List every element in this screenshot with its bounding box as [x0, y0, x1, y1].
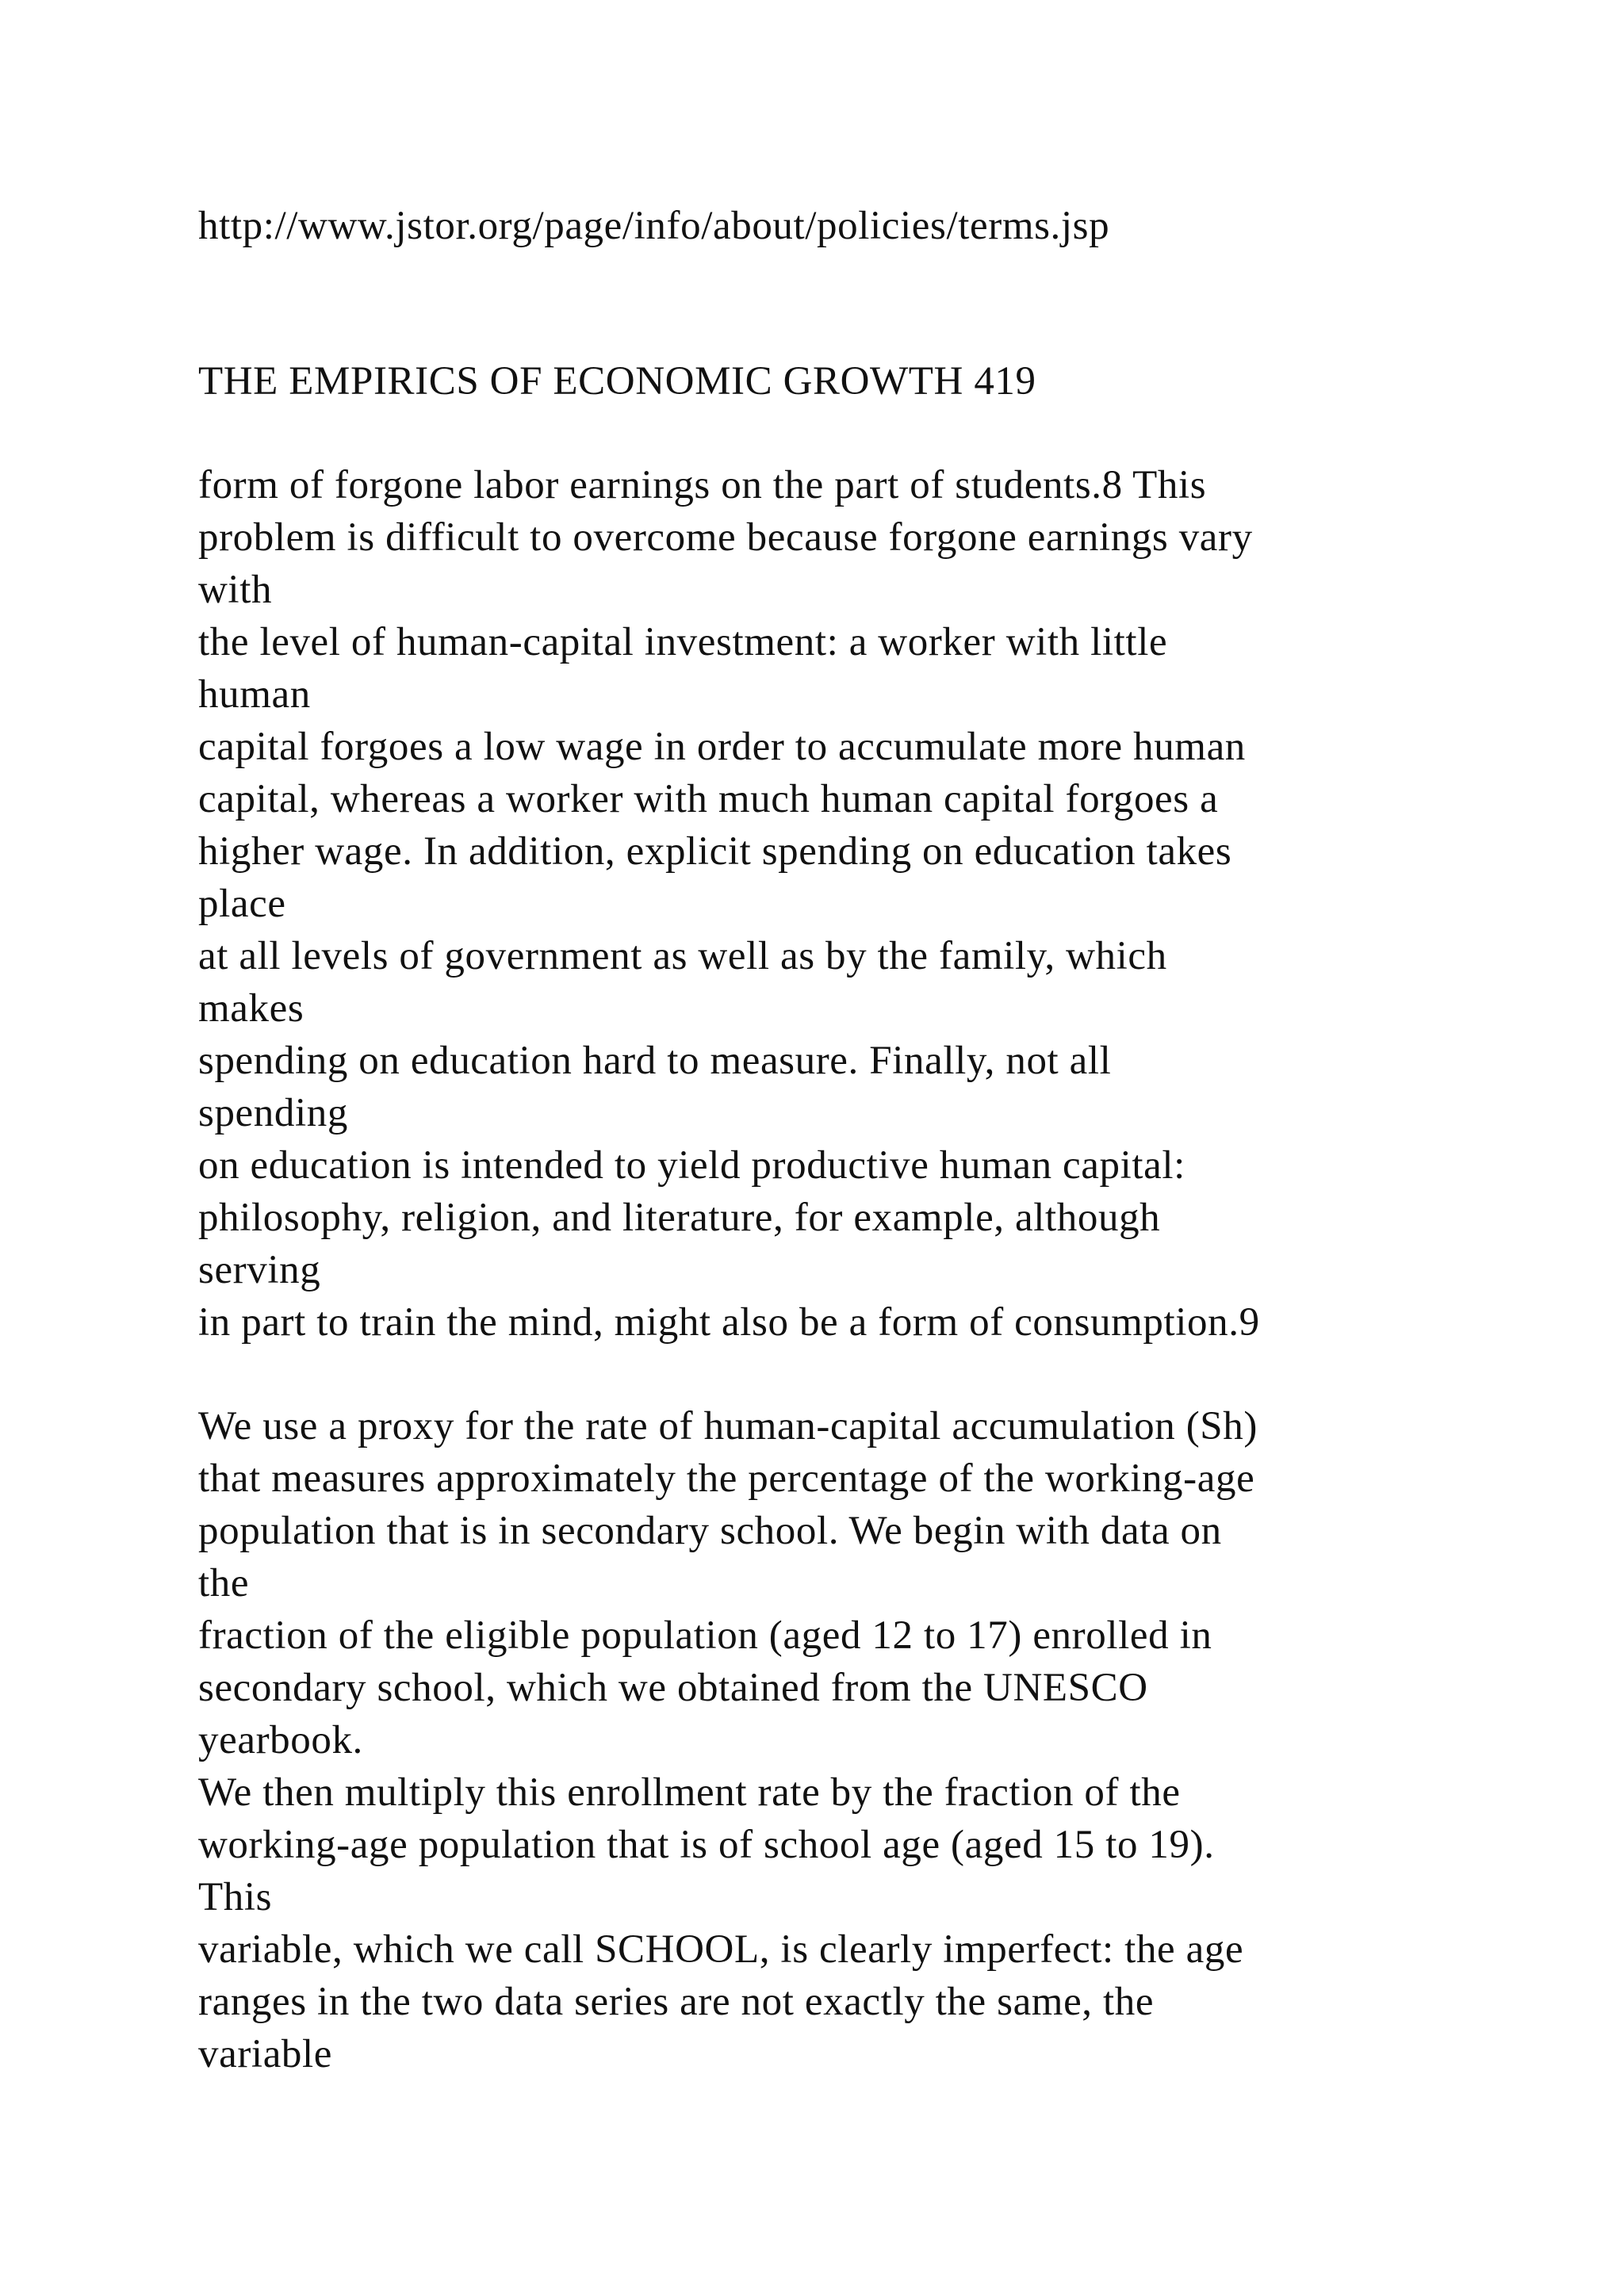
- text-line: on education is intended to yield productive human capital:: [198, 1143, 1185, 1188]
- text-line: in part to train the mind, might also be a form of consumption.9: [198, 1300, 1260, 1345]
- text-line: capital, whereas a worker with much human capital forgoes a: [198, 777, 1219, 821]
- source-url-line: http://www.jstor.org/page/info/about/policies/terms.jsp: [198, 204, 1110, 248]
- text-line: higher wage. In addition, explicit spending on education takes: [198, 829, 1232, 874]
- text-line: makes: [198, 986, 304, 1031]
- text-line: at all levels of government as well as by the family, which: [198, 934, 1167, 978]
- text-line: spending on education hard to measure. Finally, not all: [198, 1039, 1112, 1083]
- text-line: We use a proxy for the rate of human-capital accumulation (Sh): [198, 1404, 1258, 1448]
- running-header: THE EMPIRICS OF ECONOMIC GROWTH 419: [198, 359, 1036, 404]
- text-line: variable, which we call SCHOOL, is clearly imperfect: the age: [198, 1927, 1244, 1972]
- text-line: the level of human-capital investment: a worker with little: [198, 620, 1168, 664]
- text-line: We then multiply this enrollment rate by the fraction of the: [198, 1770, 1181, 1815]
- text-line: variable: [198, 2032, 333, 2076]
- text-line: the: [198, 1561, 250, 1605]
- text-line: serving: [198, 1248, 321, 1292]
- text-line: working-age population that is of school age (aged 15 to 19).: [198, 1823, 1215, 1867]
- text-line: yearbook.: [198, 1718, 363, 1762]
- text-line: place: [198, 882, 286, 926]
- text-line: capital forgoes a low wage in order to accumulate more human: [198, 725, 1246, 769]
- text-line: with: [198, 568, 273, 612]
- text-line: ranges in the two data series are not exactly the same, the: [198, 1980, 1155, 2024]
- text-line: philosophy, religion, and literature, for example, although: [198, 1196, 1161, 1240]
- text-line: form of forgone labor earnings on the part of students.8 This: [198, 463, 1207, 507]
- text-line: fraction of the eligible population (aged 12 to 17) enrolled in: [198, 1613, 1212, 1658]
- text-line: This: [198, 1875, 273, 1919]
- text-line: human: [198, 672, 311, 717]
- text-line: problem is difficult to overcome because forgone earnings vary: [198, 515, 1253, 560]
- text-line: population that is in secondary school. We begin with data on: [198, 1509, 1222, 1553]
- text-line: secondary school, which we obtained from the UNESCO: [198, 1666, 1148, 1710]
- text-line: that measures approximately the percentage of the working-age: [198, 1456, 1255, 1501]
- text-line: spending: [198, 1091, 348, 1135]
